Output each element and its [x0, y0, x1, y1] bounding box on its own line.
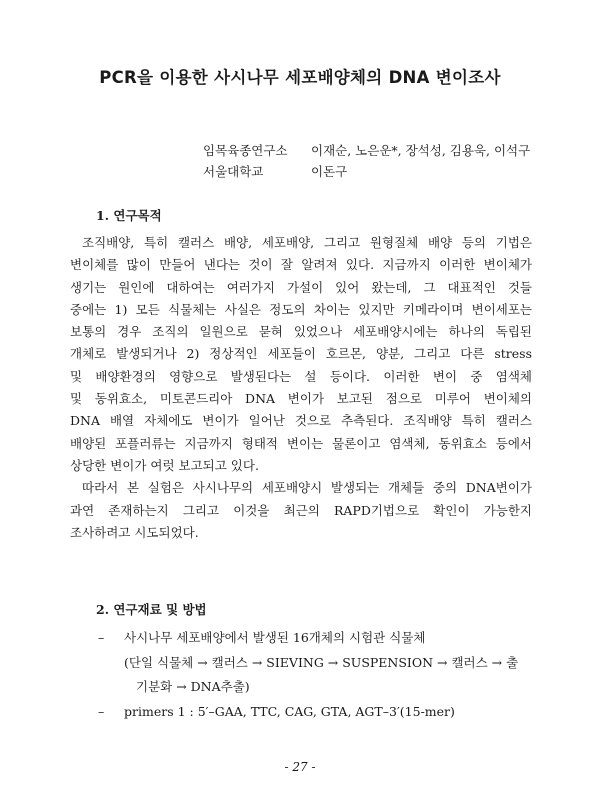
text-line: 상당한 변이가 여럿 보고되고 있다. [70, 457, 259, 473]
text-line: 조사하려고 시도되었다. [70, 524, 199, 540]
author-institution: 임목육종연구소 [203, 143, 288, 158]
author-block [203, 140, 530, 182]
text-line: 과연 존재하는지 그리고 이것을 최근의 RAPD기법으로 확인이 가능한지 [70, 502, 532, 518]
page-number: - 27 - [284, 760, 316, 774]
author-institution: 서울대학교 [203, 164, 264, 179]
text-line: 변이체를 많이 만들어 낸다는 것이 잘 알려져 있다. 지금까지 이러한 변이체가 [70, 257, 532, 273]
list-item-text: primers 1 : 5′–GAA, TTC, CAG, GTA, AGT–3′(15-mer) [124, 704, 455, 719]
text-line: 배양된 포플러류는 지금까지 형태적 변이는 물론이고 염색체, 동위효소 등에서 [70, 435, 532, 451]
author-row [203, 161, 530, 182]
list-bullet: – [98, 630, 105, 645]
section-heading: 1. 연구목적 [96, 208, 162, 223]
text-line: 개체로 발생되거나 2) 정상적인 세포들이 호르몬, 양분, 그리고 다른 stress [70, 346, 532, 362]
text-line: 보통의 경우 조직의 일원으로 묻혀 있었으나 세포배양시에는 하나의 독립된 [70, 324, 532, 340]
section-heading: 2. 연구재료 및 방법 [96, 602, 207, 617]
author-names: 이돈구 [311, 164, 348, 179]
paper-title: PCR을 이용한 사시나무 세포배양체의 DNA 변이조사 [99, 68, 501, 87]
text-line: 따라서 본 실험은 사시나무의 세포배양시 발생되는 개체들 중의 DNA변이가 [82, 480, 532, 496]
text-line: 및 동위효소, 미토콘드리아 DNA 변이가 보고된 점으로 미루어 변이체의 [70, 391, 532, 407]
text-line: 생기는 원인에 대하여는 여러가지 가설이 있어 왔는데, 그 대표적인 것들 [70, 279, 532, 295]
list-item [98, 628, 425, 646]
list-bullet: – [98, 704, 105, 719]
body-paragraph [70, 232, 532, 544]
text-line: 및 배양환경의 영향으로 발생된다는 설 등이다. 이러한 변이 중 염색체 [70, 368, 532, 384]
list-item-detail: 기분화 → DNA추출) [136, 679, 250, 694]
author-names: 이재순, 노은운*, 장석성, 김용욱, 이석구 [311, 143, 531, 158]
list-item-detail: (단일 식물체 → 캘러스 → SIEVING → SUSPENSION → 캘러스 → 출 [124, 655, 519, 670]
list-item-text: 사시나무 세포배양에서 발생된 16개체의 시험관 식물체 [124, 630, 426, 645]
text-line: 중에는 1) 모든 식물체는 사실은 정도의 차이는 있지만 키메라이며 변이세포는 [70, 301, 532, 317]
text-line: 조직배양, 특히 캘러스 배양, 세포배양, 그리고 원형질체 배양 등의 기법은 [82, 235, 532, 250]
text-line: DNA 배열 자체에도 변이가 일어난 것으로 추측된다. 조직배양 특히 캘러스 [70, 413, 532, 429]
author-row [203, 140, 530, 161]
list-item [98, 704, 455, 719]
